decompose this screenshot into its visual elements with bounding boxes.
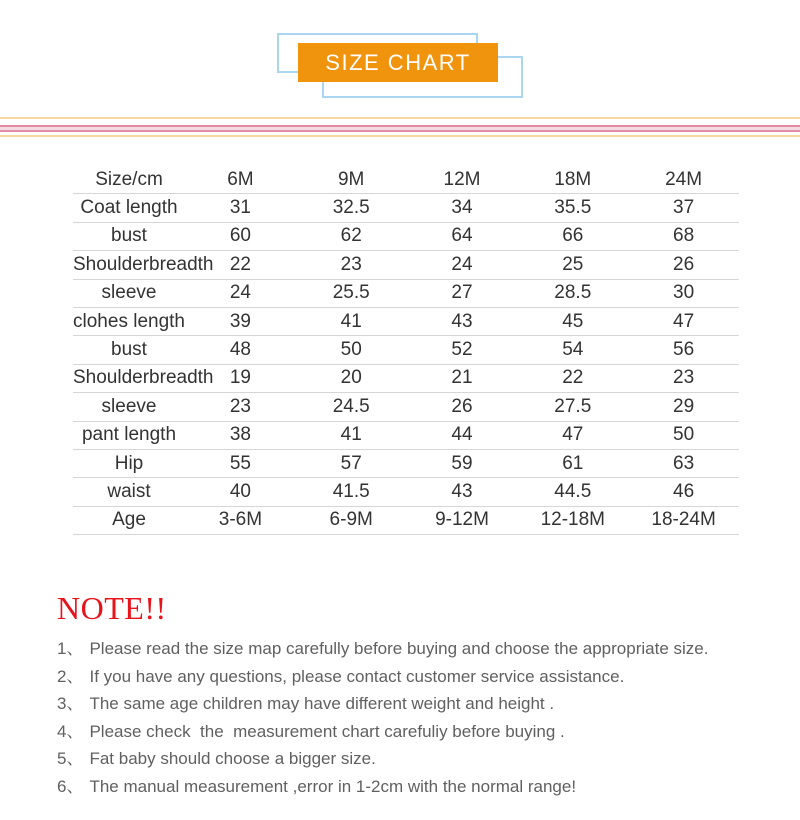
size-value-cell: 54: [517, 336, 628, 364]
size-value-cell: 34: [407, 194, 518, 222]
size-value-cell: 23: [185, 393, 296, 421]
row-label: Shoulderbreadth: [73, 364, 185, 392]
header-banner-area: [0, 0, 800, 115]
size-column-header: 6M: [185, 166, 296, 194]
size-value-cell: 26: [407, 393, 518, 421]
table-row: [73, 251, 739, 279]
row-label: sleeve: [73, 393, 185, 421]
size-value-cell: 31: [185, 194, 296, 222]
size-value-cell: 25: [517, 251, 628, 279]
table-row: [73, 449, 739, 477]
size-value-cell: 28.5: [517, 279, 628, 307]
size-value-cell: 27: [407, 279, 518, 307]
note-number: 3、: [57, 694, 84, 714]
size-column-header: 9M: [296, 166, 407, 194]
note-item: [57, 635, 757, 663]
note-text: The manual measurement ,error in 1-2cm with the normal range!: [89, 776, 577, 796]
row-label: clohes length: [73, 307, 185, 335]
note-number: 1、: [57, 639, 84, 658]
size-value-cell: 60: [185, 222, 296, 250]
size-value-cell: 64: [407, 222, 518, 250]
note-heading: NOTE!!: [57, 590, 167, 626]
row-label: Hip: [73, 449, 185, 477]
size-unit-header: Size/cm: [73, 166, 185, 194]
size-value-cell: 62: [296, 222, 407, 250]
size-value-cell: 43: [407, 478, 518, 506]
row-label: Coat length: [73, 194, 185, 222]
size-value-cell: 26: [628, 251, 739, 279]
size-value-cell: 39: [185, 307, 296, 335]
note-item: [57, 745, 757, 773]
size-value-cell: 56: [628, 336, 739, 364]
size-value-cell: 40: [185, 478, 296, 506]
size-value-cell: 9-12M: [407, 506, 518, 534]
size-value-cell: 24.5: [296, 393, 407, 421]
decorative-stripes: [0, 117, 800, 137]
note-text: Please check the measurement chart carefuliy before buying .: [89, 721, 565, 741]
size-value-cell: 43: [407, 307, 518, 335]
size-value-cell: 46: [628, 478, 739, 506]
table-row: [73, 307, 739, 335]
note-number: 5、: [57, 749, 84, 769]
size-value-cell: 22: [517, 364, 628, 392]
row-label: bust: [73, 222, 185, 250]
note-item: [57, 690, 757, 718]
note-text: Please read the size map carefully before buying and choose the appropriate size.: [89, 639, 709, 658]
size-value-cell: 52: [407, 336, 518, 364]
size-value-cell: 50: [628, 421, 739, 449]
size-value-cell: 29: [628, 393, 739, 421]
size-value-cell: 23: [628, 364, 739, 392]
size-value-cell: 55: [185, 449, 296, 477]
size-column-header: 12M: [407, 166, 518, 194]
stripe-yellow-bottom: [0, 135, 800, 137]
size-table-header-row: [73, 166, 739, 194]
note-number: 2、: [57, 666, 84, 686]
size-value-cell: 61: [517, 449, 628, 477]
size-value-cell: 63: [628, 449, 739, 477]
size-value-cell: 27.5: [517, 393, 628, 421]
note-text: The same age children may have different weight and height .: [89, 694, 555, 714]
size-value-cell: 38: [185, 421, 296, 449]
size-value-cell: 50: [296, 336, 407, 364]
size-value-cell: 35.5: [517, 194, 628, 222]
note-item: [57, 773, 757, 801]
size-value-cell: 30: [628, 279, 739, 307]
row-label: sleeve: [73, 279, 185, 307]
note-number: 6、: [57, 776, 84, 796]
size-value-cell: 19: [185, 364, 296, 392]
size-value-cell: 47: [628, 307, 739, 335]
size-value-cell: 25.5: [296, 279, 407, 307]
row-label: pant length: [73, 421, 185, 449]
size-column-header: 24M: [628, 166, 739, 194]
size-value-cell: 59: [407, 449, 518, 477]
size-column-header: 18M: [517, 166, 628, 194]
size-value-cell: 45: [517, 307, 628, 335]
table-row: [73, 506, 739, 534]
size-value-cell: 57: [296, 449, 407, 477]
size-value-cell: 66: [517, 222, 628, 250]
size-value-cell: 44: [407, 421, 518, 449]
table-row: [73, 364, 739, 392]
size-value-cell: 18-24M: [628, 506, 739, 534]
size-table: [73, 166, 739, 535]
table-row: [73, 478, 739, 506]
page-title: SIZE CHART: [325, 49, 471, 75]
size-value-cell: 12-18M: [517, 506, 628, 534]
size-value-cell: 44.5: [517, 478, 628, 506]
row-label: waist: [73, 478, 185, 506]
size-value-cell: 41.5: [296, 478, 407, 506]
table-row: [73, 194, 739, 222]
note-text: Fat baby should choose a bigger size.: [89, 749, 376, 769]
size-chart-banner: [298, 43, 498, 82]
note-list: [57, 635, 757, 801]
size-value-cell: 20: [296, 364, 407, 392]
size-value-cell: 3-6M: [185, 506, 296, 534]
row-label: Age: [73, 506, 185, 534]
size-value-cell: 47: [517, 421, 628, 449]
size-value-cell: 24: [407, 251, 518, 279]
note-number: 4、: [57, 721, 84, 741]
size-value-cell: 37: [628, 194, 739, 222]
size-value-cell: 6-9M: [296, 506, 407, 534]
table-row: [73, 279, 739, 307]
size-value-cell: 23: [296, 251, 407, 279]
size-value-cell: 41: [296, 307, 407, 335]
row-label: Shoulderbreadth: [73, 251, 185, 279]
row-label: bust: [73, 336, 185, 364]
size-value-cell: 22: [185, 251, 296, 279]
size-value-cell: 48: [185, 336, 296, 364]
table-row: [73, 393, 739, 421]
table-row: [73, 421, 739, 449]
size-value-cell: 24: [185, 279, 296, 307]
size-value-cell: 21: [407, 364, 518, 392]
size-value-cell: 41: [296, 421, 407, 449]
table-row: [73, 336, 739, 364]
note-item: [57, 718, 757, 746]
size-value-cell: 68: [628, 222, 739, 250]
size-value-cell: 32.5: [296, 194, 407, 222]
note-item: [57, 663, 757, 691]
table-row: [73, 222, 739, 250]
note-text: If you have any questions, please contact customer service assistance.: [89, 666, 625, 686]
